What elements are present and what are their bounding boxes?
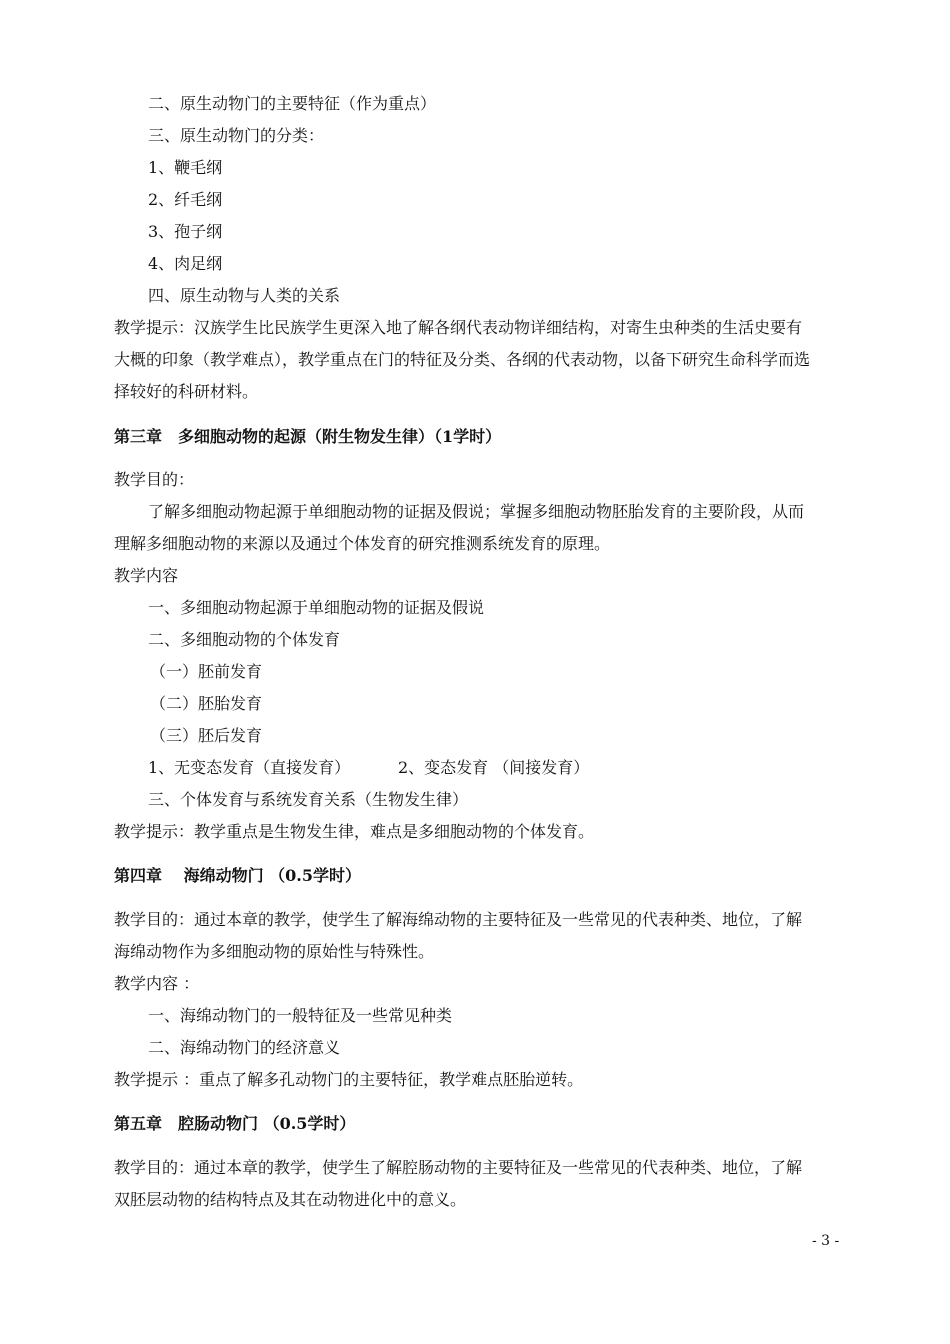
text-line: 教学目的：: [114, 470, 195, 489]
text-line: 海绵动物作为多细胞动物的原始性与特殊性。: [114, 942, 435, 961]
text-line: 了解多细胞动物起源于单细胞动物的证据及假说；掌握多细胞动物胚胎发育的主要阶段，从而: [148, 502, 805, 521]
text-line: 四、原生动物与人类的关系: [148, 286, 341, 305]
chapter-heading: 第三章 多细胞动物的起源（附生物发生律）（1学时）: [114, 427, 502, 446]
chapter-heading: 第四章 海绵动物门 （0.5学时）: [114, 866, 361, 885]
text-line: 双胚层动物的结构特点及其在动物进化中的意义。: [114, 1190, 467, 1209]
text-line: （三）胚后发育: [150, 726, 263, 745]
text-line: 4、肉足纲: [148, 254, 223, 273]
text-line: 1、无变态发育（直接发育）: [148, 758, 351, 777]
text-line: （一）胚前发育: [150, 662, 263, 681]
text-line: 三、原生动物门的分类：: [148, 126, 325, 145]
text-line: 教学提示 ：重点了解多孔动物门的主要特征，教学难点胚胎逆转。: [114, 1070, 584, 1089]
text-line: 二、原生动物门的主要特征（作为重点）: [148, 94, 437, 113]
text-line: 1、鞭毛纲: [148, 158, 223, 177]
text-line: 择较好的科研材料。: [114, 382, 259, 401]
text-line: 一、多细胞动物起源于单细胞动物的证据及假说: [148, 598, 485, 617]
text-line: 三、个体发育与系统发育关系（生物发生律）: [148, 790, 469, 809]
text-line: 一、海绵动物门的一般特征及一些常见种类: [148, 1006, 453, 1025]
text-line: 教学提示：教学重点是生物发生律，难点是多细胞动物的个体发育。: [114, 822, 595, 841]
page-number: - 3 -: [812, 1233, 840, 1249]
text-line: 二、多细胞动物的个体发育: [148, 630, 341, 649]
text-line: 大概的印象（教学难点），教学重点在门的特征及分类、各纲的代表动物，以备下研究生命科学而选: [114, 350, 811, 369]
text-line: 教学目的：通过本章的教学，使学生了解腔肠动物的主要特征及一些常见的代表种类、地位，了解: [114, 1158, 803, 1177]
text-line: 教学目的：通过本章的教学，使学生了解海绵动物的主要特征及一些常见的代表种类、地位，了解: [114, 910, 803, 929]
text-line: 教学内容: [114, 566, 179, 585]
text-line: 2、纤毛纲: [148, 190, 223, 209]
chapter-heading: 第五章 腔肠动物门 （0.5学时）: [114, 1114, 356, 1133]
text-line: 理解多细胞动物的来源以及通过个体发育的研究推测系统发育的原理。: [114, 534, 611, 553]
text-line: 2、变态发育 （间接发育）: [398, 758, 590, 777]
text-line: 教学提示：汉族学生比民族学生更深入地了解各纲代表动物详细结构，对寄生虫种类的生活史要有: [114, 318, 803, 337]
text-line: 二、海绵动物门的经济意义: [148, 1038, 341, 1057]
text-line: （二）胚胎发育: [150, 694, 263, 713]
text-line: 教学内容 ：: [114, 974, 200, 993]
text-line: 3、孢子纲: [148, 222, 223, 241]
